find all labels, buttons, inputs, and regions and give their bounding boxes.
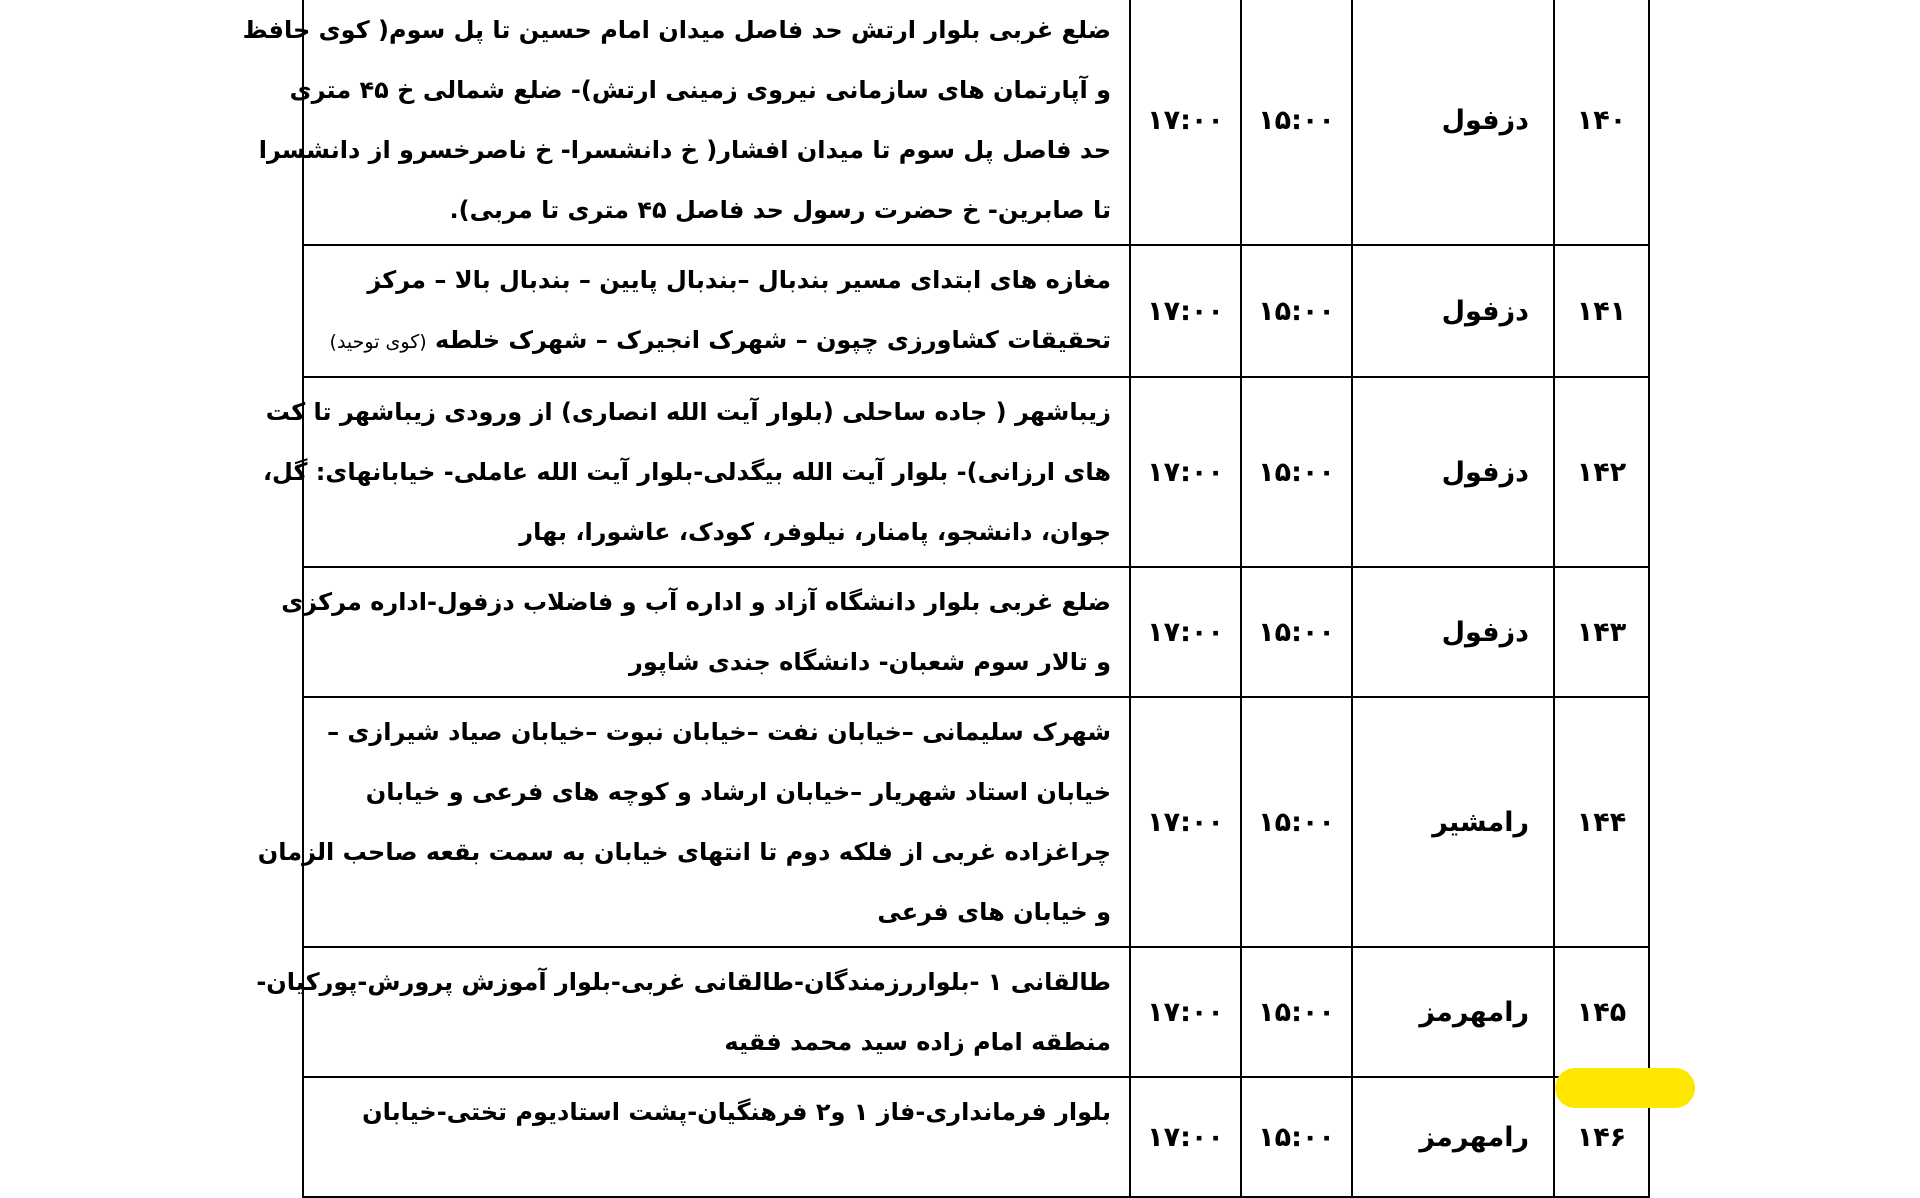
area-line: خیابان استاد شهریار –خیابان ارشاد و کوچه های فرعی و خیابان [365, 778, 1111, 806]
area-description [303, 1077, 1130, 1197]
row-number: ۱۴۶ [1554, 1077, 1649, 1197]
area-note: (کوی توحید) [329, 331, 427, 353]
table-body [242, 0, 1649, 1197]
area-line: های ارزانی)- بلوار آیت الله بیگدلی-بلوار آیت الله عاملی- خیابانهای: گل، [262, 458, 1111, 486]
table-row [303, 567, 1649, 697]
end-time: ۱۷:۰۰ [1130, 245, 1241, 377]
table-row [303, 377, 1649, 567]
area-line [324, 310, 1111, 372]
end-time: ۱۷:۰۰ [1130, 697, 1241, 947]
row-number: ۱۴۰ [1554, 0, 1649, 245]
start-time: ۱۵:۰۰ [1241, 567, 1352, 697]
area-line: و تالار سوم شعبان- دانشگاه جندی شاپور [629, 648, 1111, 676]
area-line: تا صابرین- خ حضرت رسول حد فاصل ۴۵ متری تا مربی). [449, 196, 1111, 224]
area-line: جوان، دانشجو، پامنار، نیلوفر، کودک، عاشورا، بهار [519, 518, 1111, 546]
table-row [303, 697, 1649, 947]
area-line: حد فاصل پل سوم تا میدان افشار( خ دانشسرا- خ ناصرخسرو از دانشسرا [258, 136, 1111, 164]
area-description [262, 377, 1130, 567]
area-line: و خیابان های فرعی [877, 898, 1111, 926]
start-time: ۱۵:۰۰ [1241, 0, 1352, 245]
city-name: دزفول [1352, 245, 1554, 377]
area-line: شهرک سلیمانی –خیابان نفت –خیابان نبوت –خیابان صیاد شیرازی – [327, 718, 1111, 746]
city-name: رامشیر [1352, 697, 1554, 947]
yellow-highlight-marker [1555, 1068, 1695, 1108]
area-line: چراغزاده غربی از فلکه دوم تا انتهای خیابان به سمت بقعه صاحب الزمان [257, 838, 1111, 866]
area-description [303, 245, 1130, 377]
end-time: ۱۷:۰۰ [1130, 377, 1241, 567]
area-line: مغازه های ابتدای مسیر بندبال –بندبال پایین – بندبال بالا – مرکز [367, 266, 1111, 294]
row-number: ۱۴۲ [1554, 377, 1649, 567]
table-row [303, 947, 1649, 1077]
area-line: و آپارتمان های سازمانی نیروی زمینی ارتش)- ضلع شمالی خ ۴۵ متری [289, 76, 1111, 104]
city-name: دزفول [1352, 0, 1554, 245]
area-description [256, 947, 1130, 1077]
city-name: رامهرمز [1352, 1077, 1554, 1197]
row-number: ۱۴۵ [1554, 947, 1649, 1077]
end-time: ۱۷:۰۰ [1130, 567, 1241, 697]
table-row [303, 1077, 1649, 1197]
row-number: ۱۴۳ [1554, 567, 1649, 697]
row-number: ۱۴۴ [1554, 697, 1649, 947]
table-row [303, 245, 1649, 377]
outage-schedule-table [242, 0, 1650, 1198]
area-line-text: تحقیقات کشاورزی چپون – شهرک انجیرک – شهرک خلطه [435, 326, 1111, 354]
start-time: ۱۵:۰۰ [1241, 697, 1352, 947]
city-name: دزفول [1352, 567, 1554, 697]
row-number: ۱۴۱ [1554, 245, 1649, 377]
start-time: ۱۵:۰۰ [1241, 1077, 1352, 1197]
start-time: ۱۵:۰۰ [1241, 377, 1352, 567]
end-time: ۱۷:۰۰ [1130, 947, 1241, 1077]
area-description [257, 697, 1130, 947]
area-line: ضلع غربی بلوار دانشگاه آزاد و اداره آب و فاضلاب دزفول-اداره مرکزی [281, 588, 1111, 616]
outage-schedule-table-wrapper [242, 0, 1650, 1198]
start-time: ۱۵:۰۰ [1241, 947, 1352, 1077]
city-name: رامهرمز [1352, 947, 1554, 1077]
table-row [303, 0, 1649, 245]
area-description [242, 0, 1130, 245]
area-line: ضلع غربی بلوار ارتش حد فاصل میدان امام حسین تا پل سوم( کوی حافظ [242, 16, 1111, 44]
area-line: بلوار فرمانداری-فاز ۱ و۲ فرهنگیان-پشت استادیوم تختی-خیابان [362, 1098, 1111, 1126]
end-time: ۱۷:۰۰ [1130, 0, 1241, 245]
city-name: دزفول [1352, 377, 1554, 567]
area-description [281, 567, 1130, 697]
end-time: ۱۷:۰۰ [1130, 1077, 1241, 1197]
start-time: ۱۵:۰۰ [1241, 245, 1352, 377]
area-line: منطقه امام زاده سید محمد فقیه [724, 1028, 1111, 1056]
area-line: زیباشهر ( جاده ساحلی (بلوار آیت الله انصاری) از ورودی زیباشهر تا کت [265, 398, 1111, 426]
area-line: طالقانی ۱ -بلواررزمندگان-طالقانی غربی-بلوار آموزش پرورش-پورکیان- [256, 968, 1111, 996]
